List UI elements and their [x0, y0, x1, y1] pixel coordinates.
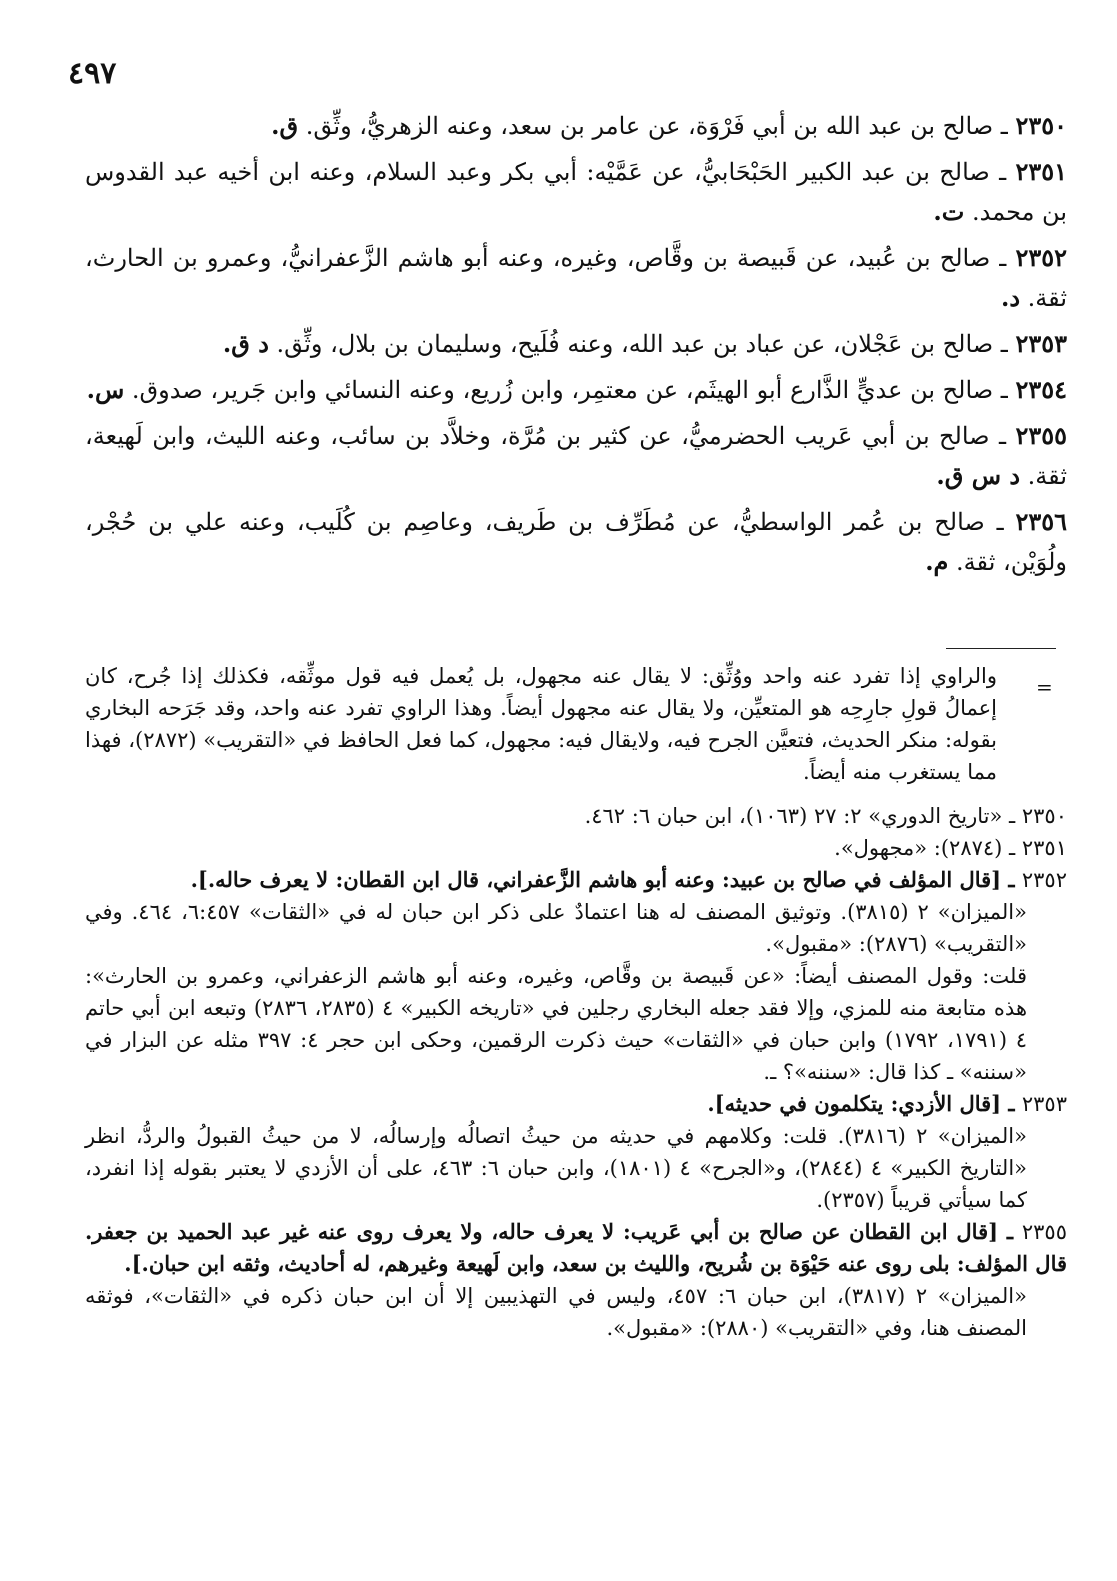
entry	[85, 106, 1067, 146]
entry	[85, 502, 1067, 582]
note-2353	[85, 1088, 1067, 1120]
entry-text: ـ صالح بن عَجْلان، عن عباد بن عبد الله، وعنه فُلَيح، وسليمان بن بلال، وثِّق.	[268, 330, 1016, 358]
entry	[85, 370, 1067, 410]
entry-text: ـ صالح بن عُمر الواسطيُّ، عن مُطَرِّف بن طَريف، وعاصِم بن كُلَيب، وعنه علي بن حُجْر، ولُوَيْن، ثقة.	[85, 508, 1067, 576]
note-2351	[85, 832, 1067, 864]
entry-number: ٢٣٥٢	[1015, 243, 1067, 272]
entry	[85, 152, 1067, 232]
entry-number: ٢٣٥٠	[1015, 111, 1067, 140]
note-number: ٢٣٥٣	[1021, 1092, 1067, 1116]
entry	[85, 324, 1067, 364]
note-number: ٢٣٥٢	[1021, 868, 1067, 892]
entry-number: ٢٣٥١	[1015, 157, 1067, 186]
entry-text: ـ صالح بن عبد الكبير الحَبْحَابيُّ، عن عَمَّيْه: أبي بكر وعبد السلام، وعنه ابن أخيه عبد القدوس بن محمد.	[85, 158, 1067, 226]
footnote-separator	[946, 648, 1056, 649]
entry	[85, 238, 1067, 318]
footnotes	[85, 660, 1067, 1344]
entry-code: د س ق.	[936, 461, 1021, 490]
note-2355	[85, 1216, 1067, 1280]
note-2353-body: «الميزان» ٢ (٣٨١٦). قلت: وكلامهم في حديثه من حيثُ اتصالُه وإرسالُه، لا من حيثُ القبولُ والردُّ، انظر «التاريخ الكبير» ٤ (٢٨٤٤)، و«الجرح» ٤ (١٨٠١)، وابن حبان ٦: ٤٦٣، على أن الأزدي لا يعتبر بقوله إذا انفرد، كما سيأتي قريباً (٢٣٥٧).	[85, 1124, 1027, 1212]
entry-text: ـ صالح بن عُبيد، عن قَبيصة بن وقَّاص، وغيره، وعنه أبو هاشم الزَّعفرانيُّ، وعمرو بن الحارث، ثقة.	[85, 244, 1067, 312]
footnote-continuation: والراوي إذا تفرد عنه واحد ووُثِّق: لا يقال عنه مجهول، بل يُعمل فيه قول موثِّقه، فكذلك إذا جُرح، كان إعمالُ قولِ جارِحِه هو المتعيِّن، ولا يقال عنه مجهول أيضاً. وهذا الراوي تفرد عنه واحد، وقد جَرَحه البخاري بقوله: منكر الحديث، فتعيَّن الجرح فيه، ولايقال فيه: مجهول، كما فعل الحافظ في «التقريب» (٢٨٧٢)، فهذا مما يستغرب منه أيضاً.	[85, 664, 997, 784]
entry-number: ٢٣٥٦	[1015, 507, 1067, 536]
note-heading: ـ [قال الأزدي: يتكلمون في حديثه].	[707, 1091, 1022, 1116]
entry-number: ٢٣٥٥	[1015, 421, 1067, 450]
note-number: ٢٣٥٥	[1021, 1220, 1067, 1244]
entry-number: ٢٣٥٣	[1015, 329, 1067, 358]
page-number: ٤٩٧	[68, 56, 117, 91]
note-number: ٢٣٥٠	[1021, 804, 1067, 828]
note-text: ـ (٢٨٧٤): «مجهول».	[834, 836, 1022, 860]
entry-code: س.	[86, 375, 125, 404]
entry-code: ت.	[933, 197, 965, 226]
note-2352-comment: قلت: وقول المصنف أيضاً: «عن قَبيصة بن وقَّاص، وغيره، وعنه أبو هاشم الزعفراني، وعمرو بن الحارث»: هذه متابعة منه للمزي، وإلا فقد جعله البخاري رجلين في «تاريخه الكبير» ٤ (٢٨٣٥، ٢٨٣٦) وتبعه ابن أبي حاتم ٤ (١٧٩١، ١٧٩٢) وابن حبان في «الثقات» حيث ذكرت الرقمين، وحكى ابن حجر ٤: ٣٩٧ مثله عن البزار في «سننه» ـ كذا قال: «سننه»؟ ـ.	[85, 964, 1028, 1084]
note-2350	[85, 800, 1067, 832]
note-2352-body: «الميزان» ٢ (٣٨١٥). وتوثيق المصنف له هنا اعتمادٌ على ذكر ابن حبان له في «الثقات» ٦:٤٥٧، ٤٦٤. وفي «التقريب» (٢٨٧٦): «مقبول».	[85, 900, 1027, 956]
entry-text: ـ صالح بن عبد الله بن أبي فَرْوَة، عن عامر بن سعد، وعنه الزهريُّ، وثِّق.	[298, 112, 1016, 140]
note-2352	[85, 864, 1067, 896]
entry	[85, 416, 1067, 496]
continuation-mark: =	[1036, 675, 1053, 699]
entry-number: ٢٣٥٤	[1015, 375, 1067, 404]
note-text: ـ «تاريخ الدوري» ٢: ٢٧ (١٠٦٣)، ابن حبان ٦: ٤٦٢.	[584, 804, 1022, 828]
note-heading: ـ [قال ابن القطان عن صالح بن أبي عَريب: لا يعرف حاله، ولا يعرف روى عنه غير عبد الحميد بن جعفر. قال المؤلف: بلى روى عنه حَيْوَة بن شُريح، والليث بن سعد، وابن لَهيعة وغيرهم، له أحاديث، وثقه ابن حبان.].	[85, 1219, 1067, 1276]
entry-text: ـ صالح بن عديٍّ الذَّارع أبو الهيثَم، عن معتمِر، وابن زُريع، وعنه النسائي وابن جَرير، صدوق.	[124, 376, 1016, 404]
entry-code: ق.	[271, 111, 299, 140]
entry-code: م.	[925, 547, 949, 576]
note-number: ٢٣٥١	[1021, 836, 1067, 860]
entry-code: د.	[1001, 283, 1021, 312]
note-2355-body: «الميزان» ٢ (٣٨١٧)، ابن حبان ٦: ٤٥٧، وليس في التهذيبين إلا أن ابن حبان ذكره في «الثقات»، فوثقه المصنف هنا، وفي «التقريب» (٢٨٨٠): «مقبول».	[85, 1284, 1027, 1340]
entry-code: د ق.	[222, 329, 269, 358]
main-entries	[85, 106, 1067, 588]
entry-text: ـ صالح بن أبي عَريب الحضرميُّ، عن كثير بن مُرَّة، وخلاَّد بن سائب، وعنه الليث، وابن لَهيعة، ثقة.	[85, 422, 1067, 490]
note-heading: ـ [قال المؤلف في صالح بن عبيد: وعنه أبو هاشم الزَّعفراني، قال ابن القطان: لا يعرف حاله.].	[190, 867, 1022, 892]
